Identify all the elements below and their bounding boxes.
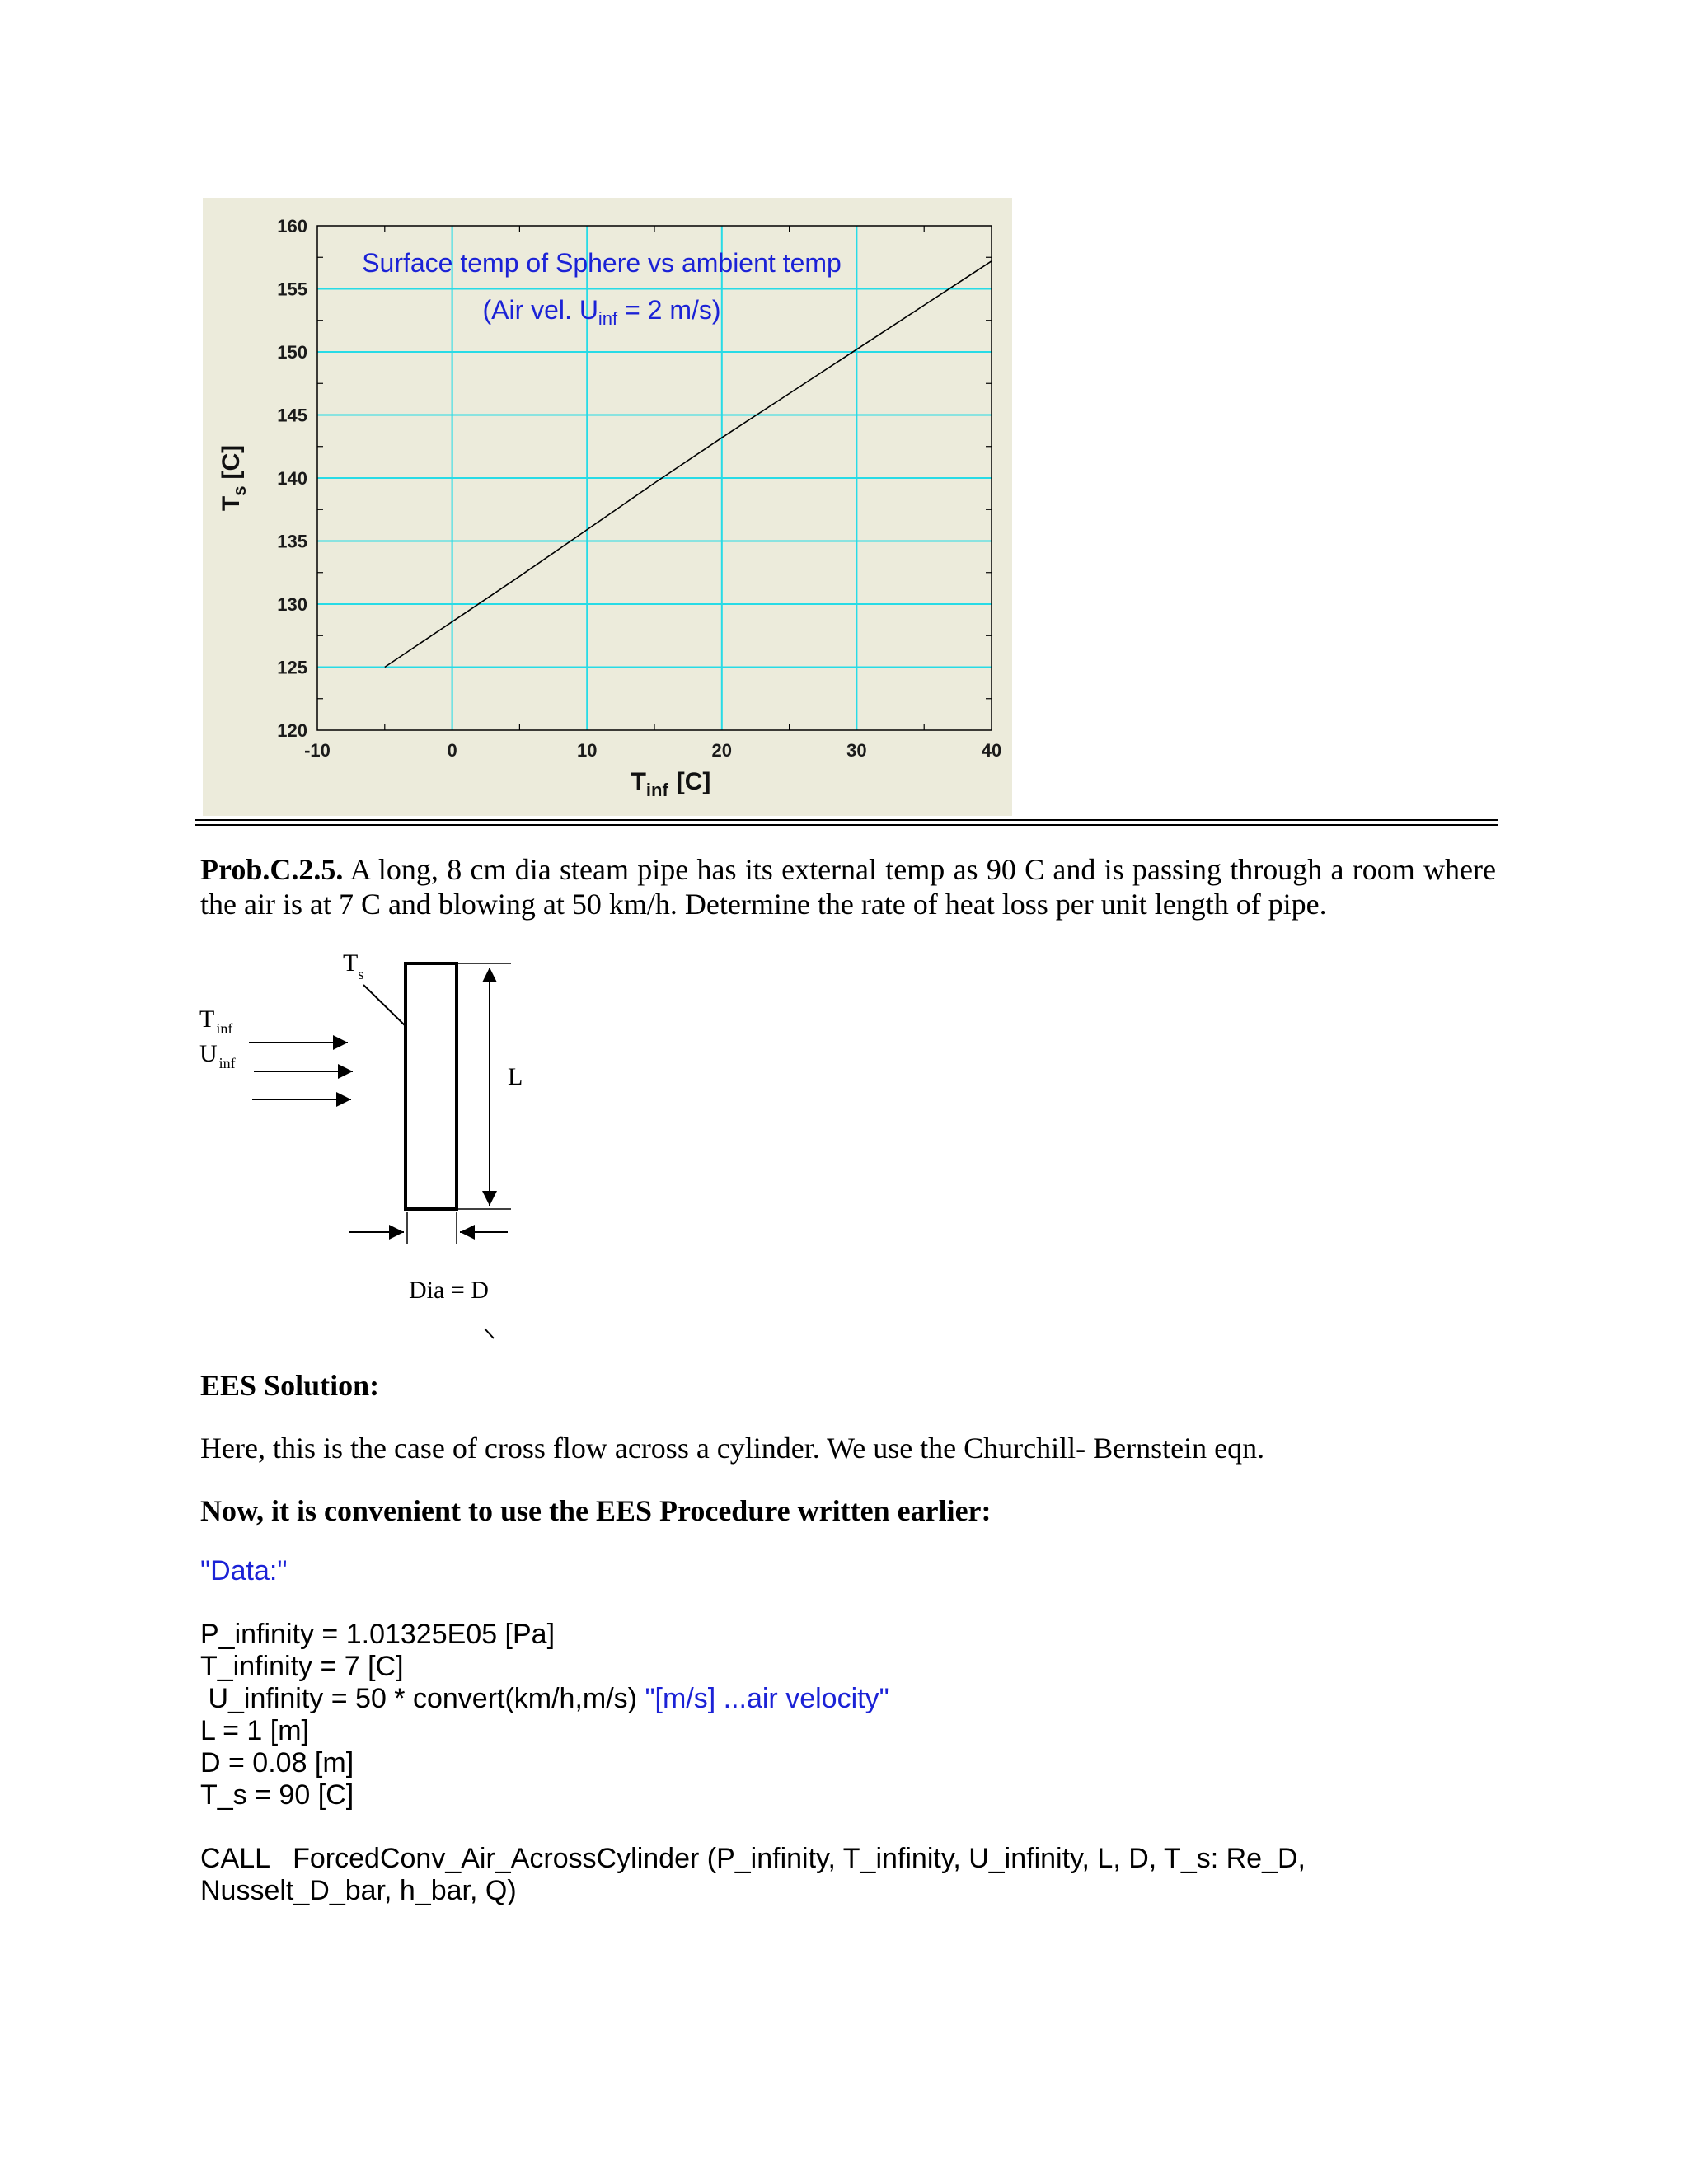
chart-subtitle: (Air vel. $U_{inf} = 2$ m/s) [482, 295, 721, 329]
code-line-diameter: D = 0.08 [m] [200, 1747, 354, 1779]
code-line-surface-temp: T_s = 90 [C] [200, 1779, 354, 1811]
cylinder-shape [406, 963, 457, 1209]
ees-solution-heading: EES Solution: [200, 1369, 380, 1402]
code-u-infinity-expr: U_infinity = 50 * convert(km/h,m/s) [200, 1683, 645, 1714]
surface-temp-chart [203, 198, 1012, 816]
problem-label: Prob.C.2.5. [200, 853, 344, 886]
solution-intro: Here, this is the case of cross flow across a cylinder. We use the Churchill- Bernstein eqn. [200, 1432, 1265, 1465]
procedure-note: Now, it is convenient to use the EES Procedure written earlier: [200, 1494, 992, 1527]
y-tick-label: 160 [277, 216, 307, 237]
stray-tick-mark [485, 1329, 494, 1338]
double-rule-top [195, 819, 1498, 821]
code-u-infinity-comment: "[m/s] ...air velocity" [645, 1683, 889, 1714]
x-tick-label: 20 [711, 740, 733, 761]
code-call-line-1: CALL ForcedConv_Air_AcrossCylinder (P_infinity, T_infinity, U_infinity, L, D, T_s: Re_D, [200, 1843, 1306, 1874]
x-tick-label: 30 [846, 740, 867, 761]
y-tick-label: 130 [277, 594, 307, 615]
chart-title: Surface temp of Sphere vs ambient temp [362, 248, 842, 278]
x-tick-label: -10 [304, 740, 331, 761]
chart-panel [203, 198, 1012, 816]
code-line-u-infinity [200, 1683, 889, 1715]
dia-label: Dia = D [409, 1277, 489, 1304]
ts-label: $T_s$ [343, 949, 364, 982]
code-call-line-2: Nusselt_D_bar, h_bar, Q) [200, 1875, 517, 1906]
code-line-p-infinity: P_infinity = 1.01325E05 [Pa] [200, 1619, 556, 1650]
problem-text: A long, 8 cm dia steam pipe has its external temp as 90 C and is passing through a room where the air is at 7 C and blowing at 50 km/h. Determine the rate of heat loss per unit length of pipe. [200, 853, 1496, 921]
data-comment: "Data:" [200, 1555, 288, 1586]
cylinder-diagram [195, 948, 524, 1352]
y-tick-label: 155 [277, 279, 307, 300]
code-line-length: L = 1 [m] [200, 1715, 309, 1746]
y-tick-label: 120 [277, 720, 307, 741]
y-tick-label: 140 [277, 468, 307, 489]
y-tick-label: 145 [277, 405, 307, 426]
uinf-label: U $_{inf}$ [199, 1040, 236, 1071]
x-axis-title: $T_{inf}$ [C] [631, 768, 711, 800]
x-tick-label: 40 [981, 740, 1002, 761]
double-rule-bottom [195, 824, 1498, 826]
ts-leader-line [363, 985, 406, 1026]
tinf-label: T $_{inf}$ [199, 1005, 233, 1037]
code-line-t-infinity: T_infinity = 7 [C] [200, 1651, 404, 1682]
y-tick-label: 150 [277, 342, 307, 363]
length-label: L [508, 1063, 523, 1090]
x-tick-label: 10 [576, 740, 598, 761]
y-axis-title: $T_s[C]$ [218, 444, 250, 512]
y-tick-label: 125 [277, 657, 307, 678]
x-tick-label: 0 [447, 740, 457, 761]
y-tick-label: 135 [277, 531, 307, 552]
problem-statement [200, 852, 1496, 921]
